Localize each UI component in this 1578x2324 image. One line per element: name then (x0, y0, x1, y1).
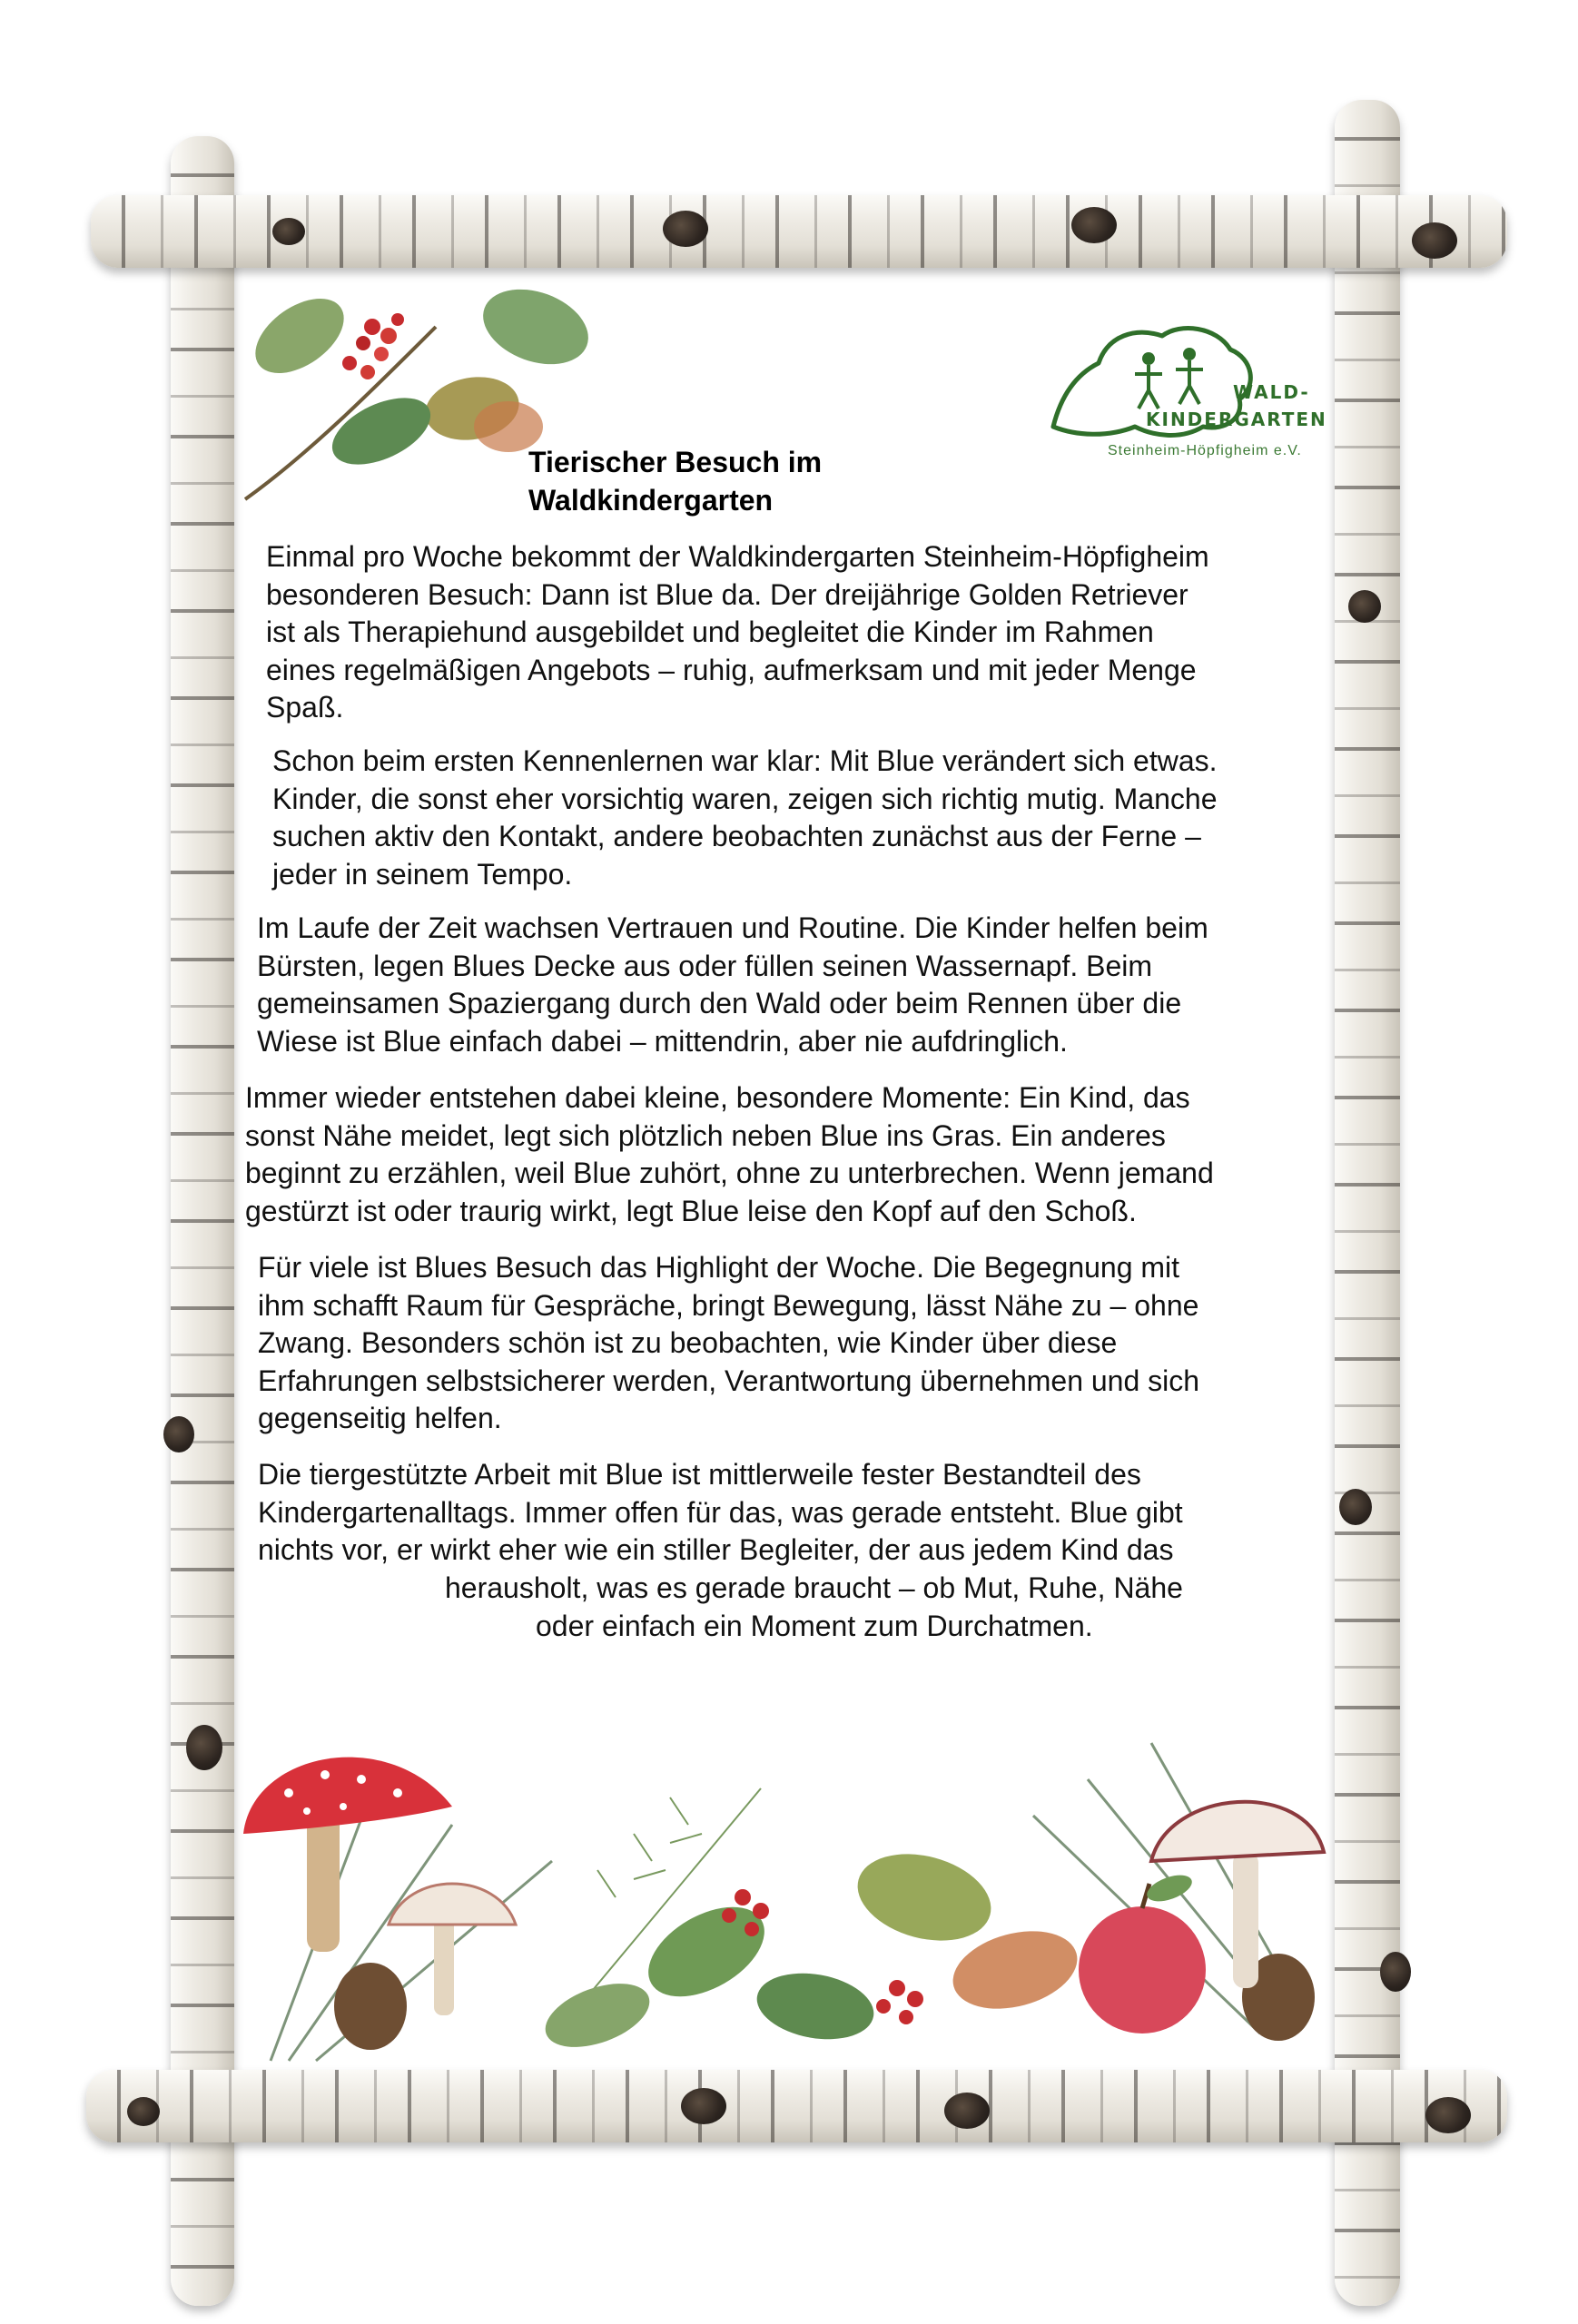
mushroom-stem (307, 1807, 340, 1952)
article-paragraph-6: Die tiergestützte Arbeit mit Blue ist mittlerweile fester Bestandteil des Kindergartenalltags. Immer offen für das, was gerade entsteht. Blue gibt nichts vor, er wirkt eher wie ein stiller Begleiter, der aus jedem Kind das (258, 1458, 1183, 1566)
apple-icon (1079, 1906, 1206, 2034)
fly-agaric-mushroom-icon (243, 1758, 452, 1834)
birch-knot (1071, 207, 1117, 243)
birch-knot (1425, 2097, 1471, 2133)
birch-knot (163, 1416, 194, 1452)
waldkindergarten-logo (1044, 309, 1327, 463)
brown-cap-mushroom-icon (1151, 1802, 1324, 1861)
birch-frame-left (171, 136, 234, 2306)
birch-knot (272, 218, 305, 245)
birch-knot (1380, 1952, 1411, 1992)
article-closing-line-1: herausholt, was es gerade braucht – ob Mut, Ruhe, Nähe (445, 1571, 1183, 1604)
birch-knot (944, 2093, 990, 2129)
article-paragraph-2: Schon beim ersten Kennenlernen war klar: Mit Blue verändert sich etwas. Kinder, die sonst eher vorsichtig waren, zeigen sich richtig mutig. Manche suchen aktiv den Kontakt, andere beobachten zunächst aus der Ferne – jeder in seinem Tempo. (272, 744, 1218, 891)
birch-knot (681, 2088, 726, 2124)
logo-name-line1: WALD- (1233, 381, 1310, 403)
logo-location: Steinheim-Höpfigheim e.V. (1108, 443, 1302, 458)
article-paragraph-3: Im Laufe der Zeit wachsen Vertrauen und Routine. Die Kinder helfen beim Bürsten, legen Blues Decke aus oder füllen seinen Wassernapf. Beim gemeinsamen Spaziergang durch den Wald oder beim Rennen über die Wiese ist Blue einfach dabei – mittendrin, aber nie aufdringlich. (257, 911, 1208, 1058)
birch-knot (1412, 222, 1457, 259)
birch-frame-bottom (86, 2070, 1507, 2142)
article-paragraph-5: Für viele ist Blues Besuch das Highlight der Woche. Die Begegnung mit ihm schafft Raum für Gespräche, bringt Bewegung, lässt Nähe zu – ohne Zwang. Besonders schön ist zu beobachten, wie Kinder über diese Erfahrungen selbstsicherer werden, Verantwortung übernehmen und sich gegenseitig helfen. (258, 1251, 1200, 1434)
birch-knot (1339, 1489, 1372, 1525)
forest-floor-decoration (234, 1625, 1335, 2079)
article-title-line1: Tierischer Besuch im (528, 446, 823, 478)
logo-name-line2: KINDERGARTEN (1146, 409, 1327, 430)
article-paragraph-4: Immer wieder entstehen dabei kleine, besondere Momente: Ein Kind, das sonst Nähe meidet, legt sich plötzlich neben Blue ins Gras. Ein anderes beginnt zu erzählen, weil Blue zuhört, ohne zu unterbrechen. Wenn jemand gestürzt ist oder traurig wirkt, legt Blue leise den Kopf auf den Schoß. (245, 1081, 1214, 1227)
article-closing-line-2: oder einfach ein Moment zum Durchatmen. (536, 1610, 1093, 1642)
birch-knot (1348, 590, 1381, 623)
pine-cone-icon (334, 1963, 407, 2050)
birch-knot (186, 1725, 222, 1770)
article-title (528, 443, 910, 519)
birch-knot (663, 211, 708, 247)
article-title-line2: Waldkindergarten (528, 484, 774, 517)
article-paragraph-1: Einmal pro Woche bekommt der Waldkindergarten Steinheim-Höpfigheim besonderen Besuch: Dann ist Blue da. Der dreijährige Golden Retriever ist als Therapiehund ausgebildet und begleitet die Kinder im Rahmen eines regelmäßigen Angebots – ruhig, aufmerksam und mit jeder Menge Spaß. (266, 540, 1209, 724)
birch-knot (127, 2097, 160, 2126)
